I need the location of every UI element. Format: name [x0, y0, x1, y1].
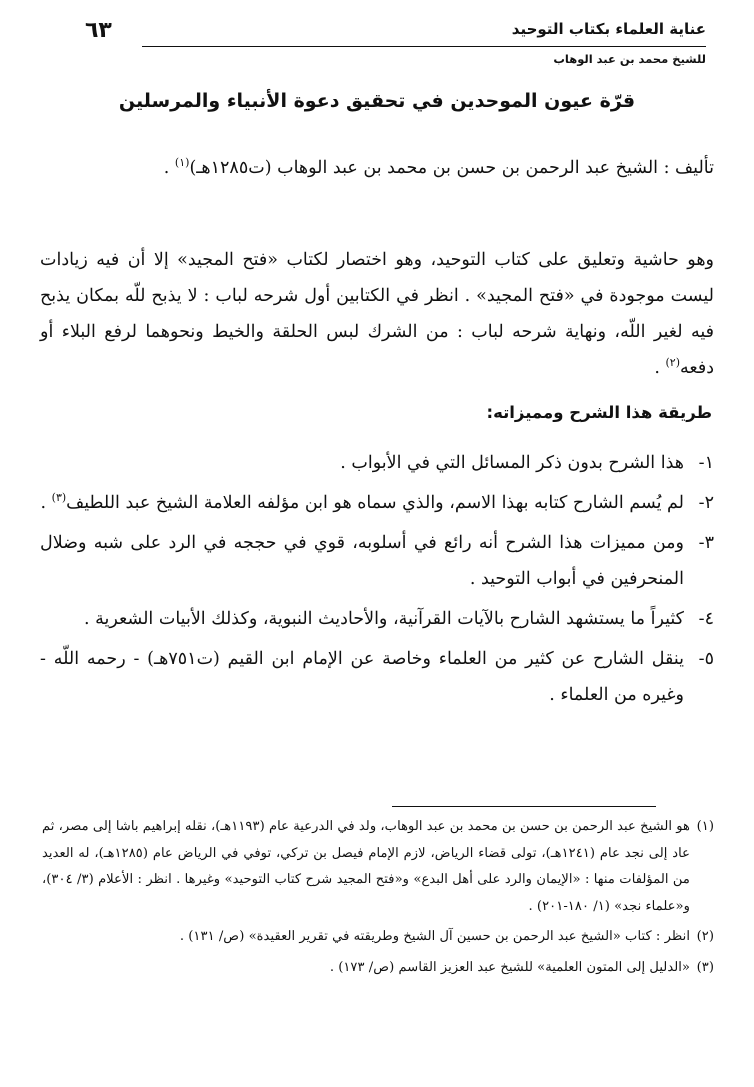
- list-item-body: كثيراً ما يستشهد الشارح بالآيات القرآنية، والأحاديث النبوية، وكذلك الأبيات الشعرية .: [84, 609, 684, 629]
- description-end: .: [654, 358, 666, 378]
- running-header-title: عناية العلماء بكتاب التوحيد: [511, 20, 706, 38]
- footnote-text: هو الشيخ عبد الرحمن بن حسن بن محمد بن عبد الوهاب، ولد في الدرعية عام (١١٩٣هـ)، نقله إبراهيم باشا إلى مصر، ثم عاد إلى نجد عام (١٢٤١هـ)، تولى قضاء الرياض، لازم الإمام فيصل بن تركي، توفي في الرياض عام (١٢٨٥هـ)، له العديد من المؤلفات منها : «الإيمان والرد على أهل البدع» و«فتح المجيد شرح كتاب التوحيد» وغيرها . انظر : الأعلام (٣/ ٣٠٤)، و«علماء نجد» (١/ ١٨٠-٢٠١) .: [42, 819, 691, 914]
- list-item-text: [40, 445, 684, 481]
- list-item-number: ١-: [698, 453, 714, 473]
- footnote-number: (٢): [696, 929, 714, 944]
- author-line: [40, 150, 714, 186]
- list-item-text: [40, 641, 684, 713]
- page-number: ٦٣: [85, 18, 112, 43]
- list-item: [40, 525, 714, 597]
- book-section-title: قرّة عيون الموحدين في تحقيق دعوة الأنبياء والمرسلين: [118, 90, 636, 112]
- footnote-ref-1: (١): [174, 156, 190, 170]
- list-item: [40, 445, 714, 481]
- intro-block: [40, 150, 714, 186]
- running-header-subtitle: للشيخ محمد بن عبد الوهاب: [553, 52, 706, 66]
- list-item-number: ٢-: [698, 493, 714, 513]
- author-text: تأليف : الشيخ عبد الرحمن بن حسن بن محمد بن عبد الوهاب (ت١٢٨٥هـ): [189, 158, 714, 178]
- footnote-text: «الدليل إلى المتون العلمية» للشيخ عبد العزيز القاسم (ص/ ١٧٣) .: [329, 959, 690, 975]
- list-item: [40, 485, 714, 521]
- list-item-number: ٣-: [698, 533, 714, 553]
- list-item: [40, 601, 714, 637]
- footnote: [42, 955, 714, 982]
- description-text: وهو حاشية وتعليق على كتاب التوحيد، وهو اختصار لكتاب «فتح المجيد» إلا أن فيه زيادات ليست موجودة في «فتح المجيد» . انظر في الكتابين أول شرحه لباب : لا يذبح للّه بمكان يذبح فيه لغير اللّه، ونهاية شرحه لباب : من الشرك لبس الحلقة والخيط ونحوهما لرفع البلاء أو دفعه: [40, 250, 714, 378]
- list-item-text: [40, 485, 684, 521]
- section-heading: طريقة هذا الشرح ومميزاته:: [486, 403, 712, 422]
- footnote: [42, 814, 714, 920]
- footnote-text: انظر : كتاب «الشيخ عبد الرحمن بن حسين آل الشيخ وطريقته في تقرير العقيدة» (ص/ ١٣١) .: [179, 929, 690, 944]
- footnote-ref-2: (٢): [665, 356, 681, 370]
- footnote-ref-3: (٣): [51, 491, 67, 505]
- features-list: [40, 445, 714, 717]
- footnote: [42, 924, 714, 951]
- list-item-body: ومن مميزات هذا الشرح أنه رائع في أسلوبه، قوي في حججه في الرد على شبه وضلال المنحرفين في أبواب التوحيد .: [40, 533, 684, 589]
- description-block: [40, 242, 714, 386]
- footnote-separator: [392, 806, 656, 807]
- header-rule: [142, 46, 706, 47]
- list-item-number: ٤-: [698, 609, 714, 629]
- list-item: [40, 641, 714, 713]
- list-item-body: ينقل الشارح عن كثير من العلماء وخاصة عن الإمام ابن القيم (ت٧٥١هـ) - رحمه اللّه - وغيره من العلماء .: [40, 649, 684, 705]
- footnotes: [42, 814, 714, 985]
- list-item-end: .: [40, 493, 52, 513]
- description-paragraph: [40, 242, 714, 386]
- list-item-number: ٥-: [698, 649, 714, 669]
- footnote-number: (١): [696, 819, 714, 834]
- footnote-number: (٣): [696, 959, 714, 975]
- list-item-body: هذا الشرح بدون ذكر المسائل التي في الأبواب .: [340, 453, 684, 473]
- author-end: .: [163, 158, 175, 178]
- list-item-text: [40, 525, 684, 597]
- list-item-body: لم يُسم الشارح كتابه بهذا الاسم، والذي سماه هو ابن مؤلفه العلامة الشيخ عبد اللطيف: [66, 493, 684, 513]
- list-item-text: [40, 601, 684, 637]
